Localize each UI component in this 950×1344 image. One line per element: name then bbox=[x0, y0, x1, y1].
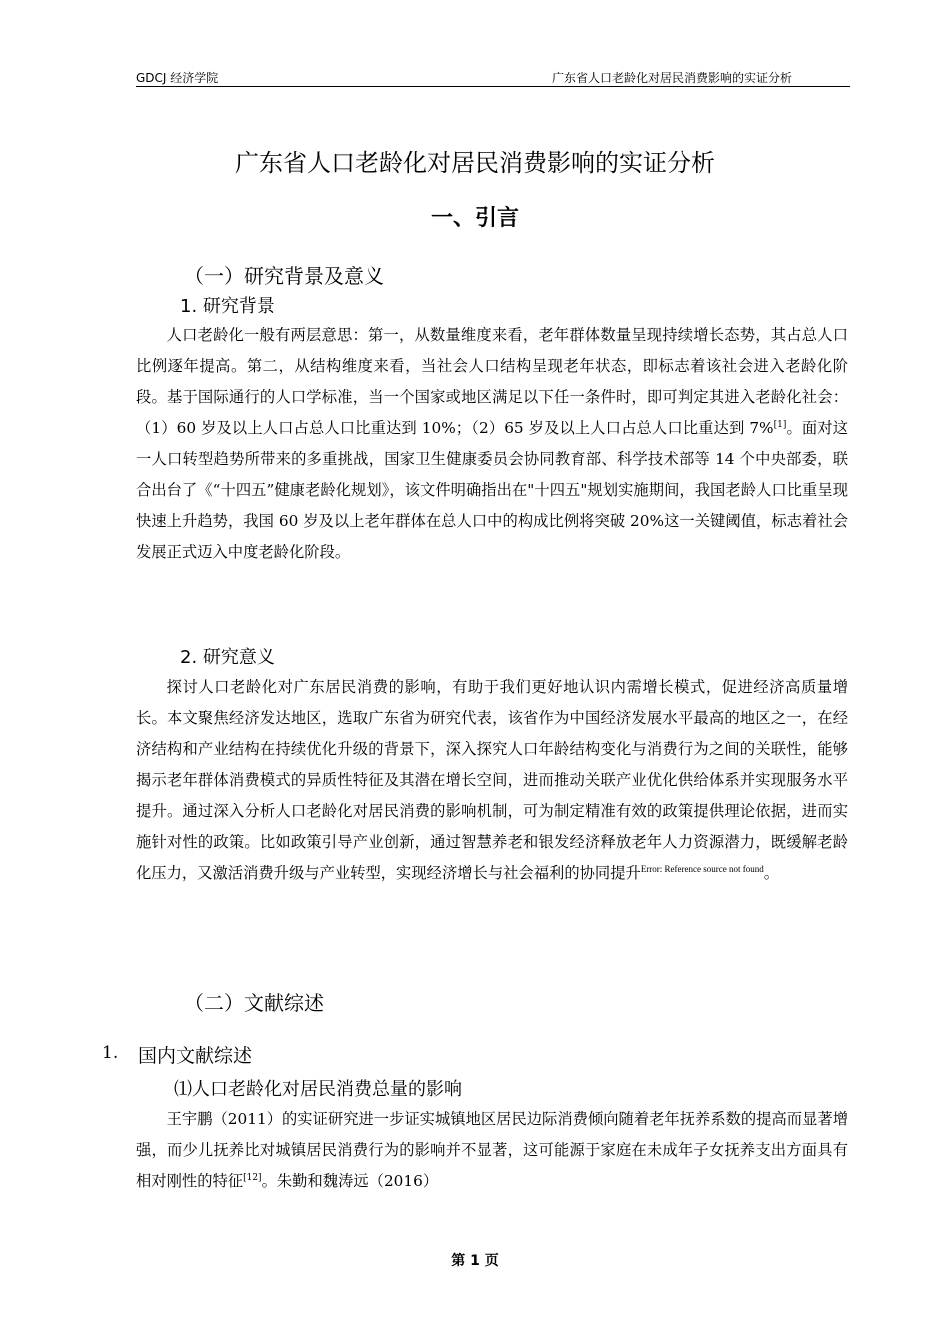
subsection-heading-background: （一）研究背景及意义 bbox=[184, 264, 384, 288]
paragraph-research-significance: 探讨人口老龄化对广东居民消费的影响，有助于我们更好地认识内需增长模式，促进经济高质量增长。本文聚焦经济发达地区，选取广东省为研究代表，该省作为中国经济发展水平最高的地区之一，在经济结构和产业结构在持续优化升级的背景下，深入探究人口年龄结构变化与消费行为之间的关联性，能够揭示老年群体消费模式的异质性特征及其潜在增长空间，进而推动关联产业优化供给体系并实现服务水平提升。通过深入分析人口老龄化对居民消费的影响机制，可为制定精准有效的政策提供理论依据，进而实施针对性的政策。比如政策引导产业创新，通过智慧养老和银发经济释放老年人力资源潜力，既缓解老龄化压力，又激活消费升级与产业转型，实现经济增长与社会福利的协同提升$^{Error: Reference source not found}$。 bbox=[136, 678, 848, 882]
heading-research-background: 1. 研究背景 bbox=[180, 296, 275, 317]
heading-research-significance: 2. 研究意义 bbox=[180, 647, 275, 668]
citation-error-ref: Error: Reference source not found bbox=[640, 864, 764, 874]
heading-domestic-literature: 国内文献综述 bbox=[138, 1045, 253, 1067]
page-number: 第 1 页 bbox=[451, 1253, 499, 1269]
subsection-heading-literature-review: （二）文献综述 bbox=[184, 991, 324, 1015]
page-header bbox=[136, 68, 850, 87]
header-left-text: GDCJ 经济学院 bbox=[136, 71, 219, 85]
heading-aging-consumption-total: ⑴人口老龄化对居民消费总量的影响 bbox=[174, 1079, 462, 1100]
document-title: 广东省人口老龄化对居民消费影响的实证分析 bbox=[235, 149, 715, 177]
citation-ref: [12] bbox=[243, 1173, 262, 1183]
citation-ref: [1] bbox=[773, 420, 787, 430]
header-right-text: 广东省人口老龄化对居民消费影响的实证分析 bbox=[551, 71, 792, 85]
list-number: 1. bbox=[102, 1043, 119, 1063]
paragraph-research-background: 人口老龄化一般有两层意思：第一，从数量维度来看，老年群体数量呈现持续增长态势，其占总人口比例逐年提高。第二，从结构维度来看，当社会人口结构呈现老年状态，即标志着该社会进入老龄化阶段。基于国际通行的人口学标准，当一个国家或地区满足以下任一条件时，即可判定其进入老龄化社会：（1）60 岁及以上人口占总人口比重达到 10%；（2）65 岁及以上人口占总人口比重达到 7%[1]。面对这一人口转型趋势所带来的多重挑战，国家卫生健康委员会协同教育部、科学技术部等 14 个中央部委，联合出台了《“十四五”健康老龄化规划》，该文件明确指出在"十四五"规划实施期间，我国老龄人口比重呈现快速上升趋势，我国 60 岁及以上老年群体在总人口中的构成比例将突破 20%这一关键阈值，标志着社会发展正式迈入中度老龄化阶段。 bbox=[136, 326, 848, 561]
paragraph-domestic-literature: 王宇鹏（2011）的实证研究进一步证实城镇地区居民边际消费倾向随着老年抚养系数的提高而显著增强，而少儿抚养比对城镇居民消费行为的影响并不显著，这可能源于家庭在未成年子女抚养支出方面具有相对刚性的特征[12]。朱勤和魏涛远（2016） bbox=[136, 1110, 848, 1190]
section-heading-introduction: 一、引言 bbox=[430, 206, 519, 231]
